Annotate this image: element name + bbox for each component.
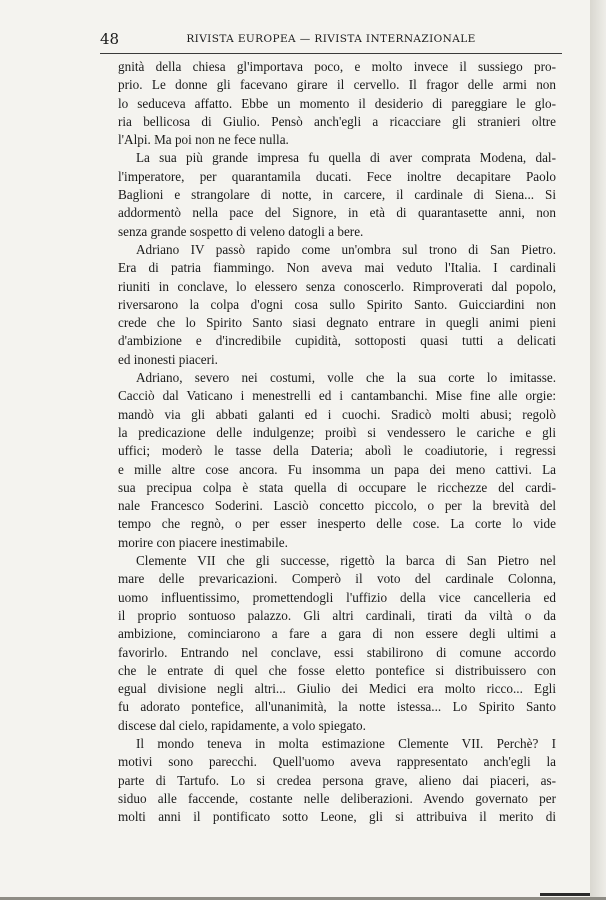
text-line: d'ambizione e d'incredibile cupidità, sottoposti quasi tutti a delicati (118, 333, 556, 349)
text-line: Il mondo teneva in molta estimazione Clemente VII. Perchè? I (136, 735, 556, 751)
text-line: mare delle prevaricazioni. Comperò il voto del cardinale Colonna, (118, 571, 556, 587)
text-line: ambizione, cominciarono a fare a gara di non essere degli ultimi a (118, 626, 556, 642)
text-line: la predicazione delle indulgenze; proibì si vendessero le cariche e gli (118, 424, 556, 440)
text-line: crede che lo Spirito Santo siasi degnato entrare in quegli animi pieni (118, 315, 556, 331)
text-line: sua precipua colpa è stata quella di occupare le ricchezze del cardi- (118, 479, 556, 495)
text-line: nale Francesco Soderini. Lasciò concetto piccolo, o per la brevità del (118, 498, 556, 514)
text-line: Era di patria fiammingo. Non aveva mai veduto l'Italia. I cardinali (118, 260, 556, 276)
text-line: favorirlo. Entrando nel conclave, essi stabilirono di comune accordo (118, 644, 556, 660)
text-line: uomo influentissimo, promettendogli l'uffizio della vice cancelleria ed (118, 589, 556, 605)
text-line: fu adorato pontefice, all'unanimità, la notte istessa... Lo Spirito Santo (118, 699, 556, 715)
text-line: parte di Tartufo. Lo si credea persona grave, alieno dai piaceri, as- (118, 772, 556, 788)
page-number: 48 (100, 30, 120, 48)
page-gutter (590, 0, 606, 900)
text-line: l'imperatore, per quarantamila ducati. Fece inoltre decapitare Paolo (118, 168, 556, 184)
text-line: lo seduceva affatto. Ebbe un momento il desiderio di pareggiare le glo- (118, 95, 556, 111)
text-line: Clemente VII che gli successe, rigettò la barca di San Pietro nel (136, 553, 556, 569)
running-title: RIVISTA EUROPEA — RIVISTA INTERNAZIONALE (186, 33, 476, 45)
text-line: riuniti in conclave, lo elessero senza conoscerlo. Rimproverati dal popolo, (118, 278, 556, 294)
text-line: il proprio sontuoso palazzo. Gli altri cardinali, tirati da viltà o da (118, 607, 556, 623)
page-edge-mark (540, 893, 590, 896)
text-line: discese dal cielo, rapidamente, a volo spiegato. (118, 717, 366, 733)
body-text (118, 58, 556, 826)
text-line: Adriano, severo nei costumi, volle che la sua corte lo imitasse. (136, 370, 556, 386)
text-line: Cacciò dal Vaticano i menestrelli ed i cantambanchi. Mise fine alle orgie: (118, 388, 556, 404)
text-line: ria bellicosa di Giulio. Pensò anch'egli a ricacciare gli stranieri oltre (118, 113, 556, 129)
text-line: e mille altre cose ancora. Fu insomma un papa dei meno cattivi. La (118, 461, 556, 477)
running-header (100, 30, 562, 53)
text-line: ed inonesti piaceri. (118, 351, 218, 367)
text-line: prio. Le donne gli facevano girare il cervello. Il fragor delle armi non (118, 77, 556, 93)
text-line: tempo che regnò, o per esser inesperto delle cose. La corte lo vide (118, 516, 556, 532)
text-line: siduo alle faccende, costante nelle deliberazioni. Avendo governato per (118, 790, 556, 806)
text-line: gnità della chiesa gl'importava poco, e molto invece il sussiego pro- (118, 59, 556, 74)
text-line: addormentò nella pace del Signore, in età di quarantasette anni, non (118, 205, 556, 221)
text-line: l'Alpi. Ma poi non ne fece nulla. (118, 132, 289, 148)
text-line: senza grande sospetto di veleno datogli a bere. (118, 223, 364, 239)
text-line: riversarono la colpa d'ogni cosa sullo Spirito Santo. Guicciardini non (118, 296, 556, 312)
text-line: mandò via gli abbati galanti ed i cuochi. Sradicò molti abusi; regolò (118, 406, 556, 422)
text-line: motivi sono parecchi. Quell'uomo aveva rappresentato anch'egli la (118, 754, 556, 770)
text-line: Baglioni e strangolare di notte, in carcere, il cardinale di Siena... Si (118, 187, 556, 203)
text-line: Adriano IV passò rapido come un'ombra sul trono di San Pietro. (136, 241, 556, 257)
text-line: morire con piacere inestimabile. (118, 534, 288, 550)
text-line: uffici; moderò le tasse della Dateria; abolì le coadiutorie, i regressi (118, 443, 556, 459)
text-line: molti anni il pontificato sotto Leone, gli si attribuiva il merito di (118, 809, 556, 825)
header-rule (100, 53, 562, 54)
text-line: La sua più grande impresa fu quella di aver comprata Modena, dal- (136, 150, 556, 166)
text-line: egual divisione negli altri... Giulio dei Medici era molto ricco... Egli (118, 681, 556, 697)
text-line: che le entrate di quel che fosse eletto pontefice si distribuissero con (118, 662, 556, 678)
